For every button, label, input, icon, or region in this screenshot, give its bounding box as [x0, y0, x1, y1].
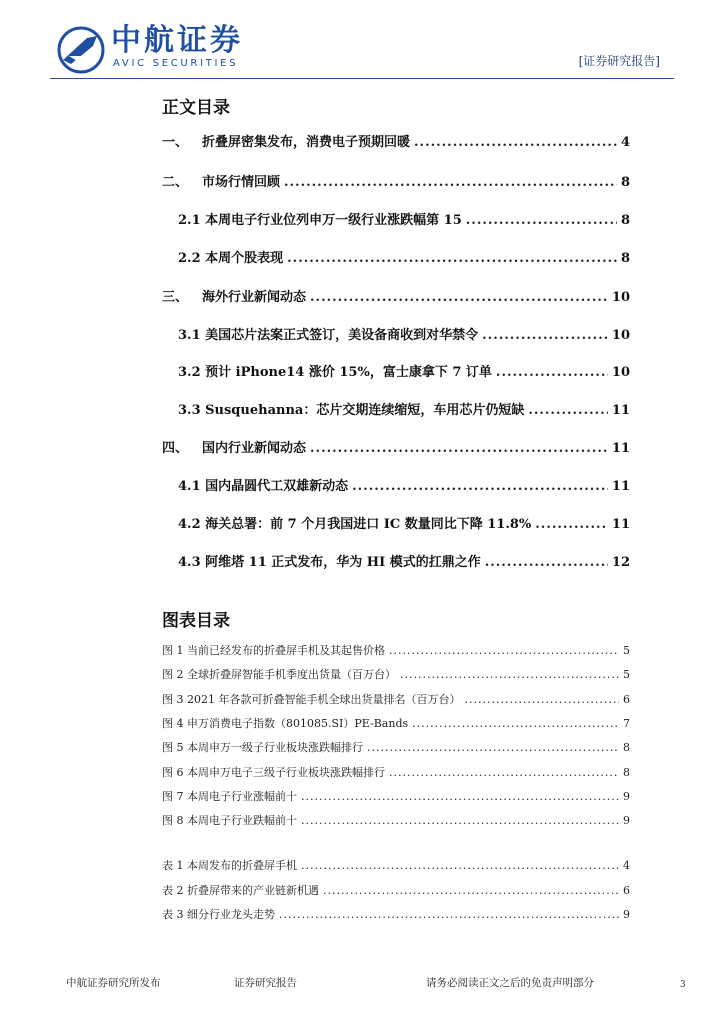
- dot-leader: [485, 555, 608, 570]
- dot-leader: [284, 175, 617, 190]
- dot-leader: [310, 441, 608, 456]
- toc-entry[interactable]: [162, 739, 630, 755]
- toc-entry-page: 8: [620, 213, 630, 228]
- page-header: [0, 0, 724, 86]
- footer-disclaimer: 请务必阅读正文之后的免责声明部分: [426, 977, 594, 989]
- toc-entry-page: 12: [611, 555, 630, 570]
- dot-leader: [301, 790, 619, 803]
- toc-entry-label: 4.1 国内晶圆代工双雄新动态: [178, 479, 349, 494]
- toc-entry-page: 8: [620, 175, 630, 190]
- toc-entry[interactable]: [162, 131, 630, 150]
- dot-leader: [323, 884, 619, 897]
- toc-entry-page: 11: [611, 403, 630, 418]
- toc-title: 正文目录: [162, 98, 230, 118]
- toc-entry[interactable]: [178, 361, 630, 380]
- dot-leader: [301, 814, 619, 827]
- footer-report-type: 证券研究报告: [234, 977, 297, 989]
- dot-leader: [301, 859, 619, 872]
- dot-leader: [352, 479, 608, 494]
- toc-entry-page: 10: [611, 328, 630, 343]
- toc-entry-page: 9: [623, 789, 630, 803]
- dot-leader: [412, 717, 619, 730]
- toc-entry-page: 4: [620, 135, 630, 150]
- header-divider: [50, 78, 674, 79]
- footer-publisher: 中航证券研究所发布: [66, 977, 161, 989]
- toc-entry[interactable]: [162, 788, 630, 804]
- toc-entry[interactable]: [162, 286, 630, 305]
- report-type-label: [证券研究报告]: [578, 54, 660, 68]
- toc-entry-page: 8: [623, 765, 630, 779]
- logo-plane-icon: [57, 26, 105, 74]
- toc-entry-page: 9: [623, 814, 630, 828]
- toc-entry-label: 图 2 全球折叠屏智能手机季度出货量（百万台）: [162, 668, 396, 682]
- toc-entry-label: 图 6 本周申万电子三级子行业板块涨跌幅排行: [162, 765, 385, 779]
- toc-entry-page: 11: [611, 441, 630, 456]
- toc-entry-label: 表 1 本周发布的折叠屏手机: [162, 859, 297, 872]
- toc-entry-page: 10: [611, 290, 630, 305]
- toc-entry-page: 11: [611, 517, 630, 532]
- toc-entry[interactable]: [162, 666, 630, 682]
- toc-entry-page: 7: [623, 716, 630, 730]
- toc-entry-label: 4.2 海关总署：前 7 个月我国进口 IC 数量同比下降 11.8%: [178, 517, 532, 532]
- toc-entry[interactable]: [162, 812, 630, 828]
- toc-entry-label: 折叠屏密集发布，消费电子预期回暖: [202, 135, 411, 150]
- toc-entry-page: 6: [623, 692, 630, 706]
- toc-entry-label: 国内行业新闻动态: [202, 441, 307, 456]
- toc-entry-label: 3.3 Susquehanna：芯片交期连续缩短，车用芯片仍短缺: [178, 403, 525, 418]
- toc-entry-label: 海外行业新闻动态: [202, 290, 307, 305]
- toc-entry-label: 2.2 本周个股表现: [178, 251, 284, 266]
- dot-leader: [464, 693, 619, 706]
- toc-entry-page: 10: [611, 365, 630, 380]
- toc-entry[interactable]: [178, 551, 630, 570]
- toc-entry-page: 8: [620, 251, 630, 266]
- dot-leader: [279, 908, 619, 921]
- dot-leader: [389, 766, 619, 779]
- toc-entry[interactable]: [162, 857, 630, 873]
- toc-entry-label: 图 3 2021 年各款可折叠智能手机全球出货量排名（百万台）: [162, 692, 461, 706]
- toc-entry[interactable]: [178, 209, 630, 228]
- toc-entry[interactable]: [178, 513, 630, 532]
- dot-leader: [389, 644, 619, 657]
- dot-leader: [482, 328, 608, 343]
- dot-leader: [400, 668, 619, 681]
- toc-entry-label: 2.1 本周电子行业位列申万一级行业涨跌幅第 15: [178, 213, 462, 228]
- toc-entry[interactable]: [178, 324, 630, 343]
- figures-title: 图表目录: [162, 611, 230, 631]
- toc-entry[interactable]: [162, 882, 630, 898]
- toc-entry-label: 图 5 本周申万一级子行业板块涨跌幅排行: [162, 741, 363, 755]
- toc-entry-label: 3.2 预计 iPhone14 涨价 15%，富士康拿下 7 订单: [178, 365, 492, 380]
- toc-entry-label: 图 4 申万消费电子指数（801085.SI）PE-Bands: [162, 716, 409, 730]
- toc-entry-page: 11: [611, 479, 630, 494]
- toc-entry-label: 图 7 本周电子行业涨幅前十: [162, 789, 297, 803]
- dot-leader: [310, 290, 608, 305]
- toc-entry-number: 四、: [162, 441, 189, 456]
- toc-entry-label: 表 2 折叠屏带来的产业链新机遇: [162, 883, 319, 897]
- dot-leader: [367, 741, 619, 754]
- toc-entry-number: 三、: [162, 290, 189, 305]
- logo-chinese-text: 中航证券: [111, 23, 243, 58]
- toc-entry-page: 8: [623, 741, 630, 755]
- toc-entry[interactable]: [162, 764, 630, 780]
- toc-entry[interactable]: [178, 399, 630, 418]
- dot-leader: [287, 251, 617, 266]
- dot-leader: [535, 517, 608, 532]
- toc-entry-number: 二、: [162, 175, 189, 190]
- toc-entry[interactable]: [162, 906, 630, 922]
- toc-entry-page: 6: [623, 883, 630, 897]
- toc-entry[interactable]: [178, 475, 630, 494]
- dot-leader: [496, 365, 608, 380]
- toc-entry-page: 5: [623, 668, 630, 682]
- toc-entry[interactable]: [162, 691, 630, 707]
- toc-entry-label: 4.3 阿维塔 11 正式发布，华为 HI 模式的扛鼎之作: [178, 555, 481, 570]
- logo-english-text: AVIC SECURITIES: [113, 58, 239, 69]
- toc-entry-number: 一、: [162, 135, 189, 150]
- toc-entry-label: 图 1 当前已经发布的折叠屏手机及其起售价格: [162, 644, 385, 657]
- toc-entry-label: 市场行情回顾: [202, 175, 281, 190]
- toc-entry-label: 3.1 美国芯片法案正式签订，美设备商收到对华禁令: [178, 328, 479, 343]
- dot-leader: [414, 135, 617, 150]
- dot-leader: [528, 403, 608, 418]
- toc-entry[interactable]: [162, 171, 630, 190]
- toc-entry[interactable]: [162, 642, 630, 658]
- toc-entry-page: 4: [623, 859, 630, 872]
- toc-entry-page: 5: [623, 644, 630, 657]
- dot-leader: [466, 213, 617, 228]
- company-logo: [57, 22, 252, 72]
- page-number: 3: [680, 980, 686, 990]
- toc-entry[interactable]: [178, 247, 630, 266]
- toc-entry[interactable]: [162, 715, 630, 731]
- toc-entry-label: 表 3 细分行业龙头走势: [162, 908, 275, 921]
- toc-entry-page: 9: [623, 908, 630, 921]
- toc-entry[interactable]: [162, 437, 630, 456]
- toc-entry-label: 图 8 本周电子行业跌幅前十: [162, 814, 297, 828]
